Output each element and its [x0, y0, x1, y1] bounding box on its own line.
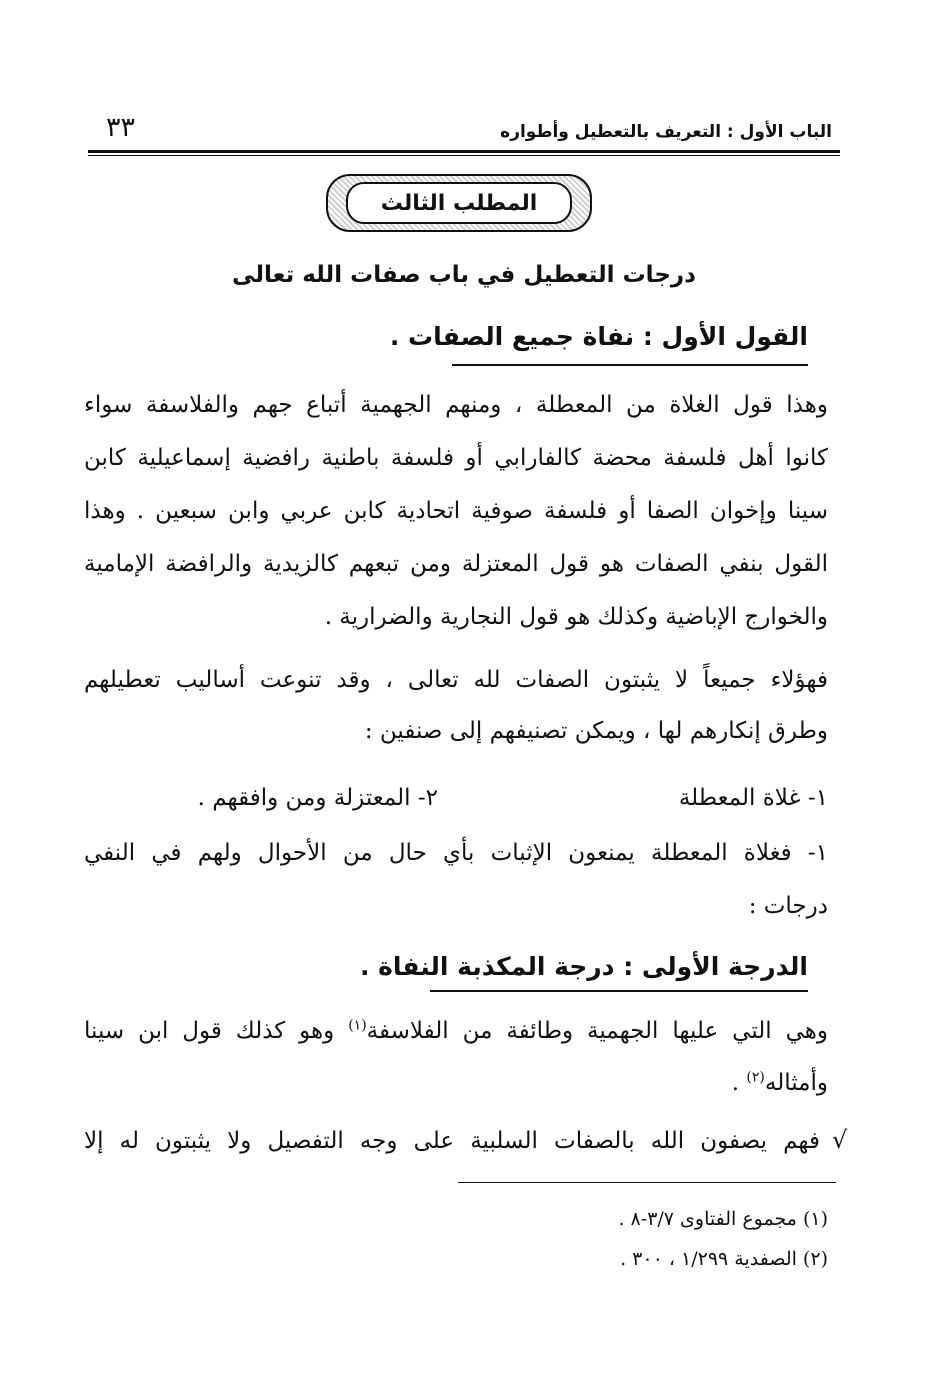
paragraph-line: وهذا قول الغلاة من المعطلة ، ومنهم الجهمية أتباع جهم والفلاسفة سواء: [84, 392, 828, 418]
list-item: ٢- المعتزلة ومن وافقهم .: [197, 785, 438, 811]
paragraph-line: كانوا أهل فلسفة محضة كالفارابي أو فلسفة باطنية رافضية إسماعيلية كابن: [84, 445, 828, 471]
heading-first-saying: القول الأول : نفاة جميع الصفات .: [389, 322, 808, 351]
paragraph-line: فهم يصفون الله بالصفات السلبية على وجه التفصيل ولا يثبتون له إلا: [84, 1128, 820, 1154]
section-frame: [326, 174, 592, 232]
list-item: ١- غلاة المعطلة: [678, 785, 828, 811]
text-run: وهو كذلك قول ابن سينا: [84, 1018, 349, 1044]
text-run: .: [731, 1070, 747, 1096]
text-run: وأمثاله: [764, 1070, 828, 1096]
footnote: (١) مجموع الفتاوى ٣/٧-٨ .: [618, 1208, 828, 1230]
paragraph-line: والخوارج الإباضية وكذلك هو قول النجارية والضرارية .: [324, 604, 828, 630]
heading-underline: [430, 990, 808, 992]
footnote: (٢) الصفدية ١/٢٩٩ ، ٣٠٠ .: [620, 1248, 828, 1270]
paragraph-line: [84, 1068, 828, 1098]
page-number: ٣٣: [106, 112, 136, 143]
continuation-check-icon: √: [832, 1126, 848, 1154]
paragraph-line: ١- فغلاة المعطلة يمنعون الإثبات بأي حال من الأحوال ولهم في النفي: [84, 840, 828, 866]
footnote-ref: (١): [348, 1017, 367, 1034]
section-title: المطلب الثالث: [380, 190, 538, 216]
chapter-title: الباب الأول : التعريف بالتعطيل وأطواره: [500, 122, 832, 142]
section-frame-inner: [346, 182, 572, 224]
footnote-ref: (٢): [746, 1069, 765, 1086]
chapter-subtitle: درجات التعطيل في باب صفات الله تعالى: [232, 262, 696, 288]
footnote-separator: [458, 1182, 836, 1183]
heading-underline: [452, 364, 808, 366]
paragraph-line: القول بنفي الصفات هو قول المعتزلة ومن تبعهم كالزيدية والرافضة الإمامية: [84, 551, 828, 577]
heading-first-degree: الدرجة الأولى : درجة المكذبة النفاة .: [359, 952, 808, 981]
header-rule-thin: [88, 155, 840, 156]
paragraph-line: [84, 1016, 828, 1046]
paragraph-line: سينا وإخوان الصفا أو فلسفة صوفية اتحادية كابن عربي وابن سبعين . وهذا: [84, 498, 828, 524]
paragraph-line: فهؤلاء جميعاً لا يثبتون الصفات لله تعالى ، وقد تنوعت أساليب تعطيلهم: [84, 667, 828, 693]
paragraph-line: وطرق إنكارهم لها ، ويمكن تصنيفهم إلى صنفين :: [364, 718, 828, 744]
header-rule: [88, 150, 840, 153]
paragraph-line: درجات :: [748, 893, 828, 919]
text-run: وهي التي عليها الجهمية وطائفة من الفلاسفة: [366, 1018, 828, 1044]
